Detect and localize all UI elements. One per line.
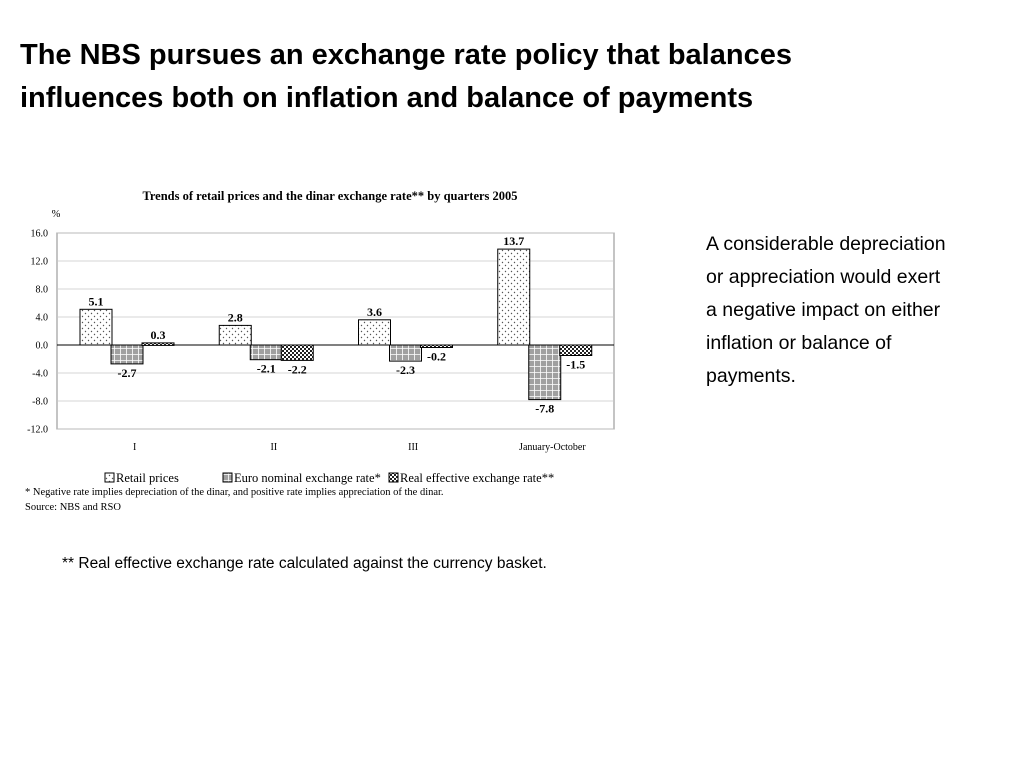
legend-swatch: [389, 473, 398, 482]
y-tick-label: 12.0: [30, 256, 48, 268]
y-tick-label: 4.0: [35, 312, 48, 324]
x-tick-label: II: [270, 442, 278, 453]
side-line-5: payments.: [706, 365, 796, 387]
y-tick-label: 8.0: [35, 284, 48, 296]
side-line-2: or appreciation would exert: [706, 266, 941, 288]
bar-1: [359, 320, 391, 345]
bar-value-label: -2.3: [396, 363, 415, 378]
bar-3: [560, 345, 592, 356]
bar-3: [142, 343, 174, 346]
x-tick-labels: [133, 442, 586, 453]
bar-value-label: -0.2: [427, 349, 446, 364]
legend-swatch: [223, 473, 232, 482]
bar-2: [250, 345, 282, 360]
y-axis-label: %: [51, 209, 61, 220]
x-tick-label: III: [408, 442, 419, 453]
legend-label: Euro nominal exchange rate*: [234, 471, 381, 485]
bar-value-label: -2.2: [287, 362, 307, 377]
bar-2: [111, 345, 143, 364]
legend-label: Retail prices: [116, 471, 179, 485]
chart-source: Source: NBS and RSO: [25, 502, 121, 513]
x-tick-label: January-October: [519, 442, 586, 453]
bar-value-label: 13.7: [503, 234, 525, 249]
legend-label: Real effective exchange rate**: [400, 471, 555, 485]
y-tick-label: -4.0: [32, 368, 48, 380]
bar-3: [281, 345, 313, 360]
y-tick-label: 0.0: [35, 340, 48, 352]
bar-value-label: -1.5: [566, 357, 586, 372]
side-commentary: [706, 228, 1006, 393]
chart-note: * Negative rate implies depreciation of the dinar, and positive rate implies appreciation of the dinar.: [25, 487, 444, 498]
y-tick-label: 16.0: [30, 228, 48, 240]
chart-legend: [105, 471, 554, 485]
chart-title: Trends of retail prices and the dinar exchange rate** by quarters 2005: [142, 189, 518, 203]
bar-1: [80, 309, 112, 345]
bar-2: [529, 345, 561, 400]
side-line-1: A considerable depreciation: [706, 233, 946, 255]
title-line-1: The NBS pursues an exchange rate policy that balances: [20, 39, 792, 71]
bar-value-label: 2.8: [227, 310, 243, 325]
y-tick-label: -12.0: [27, 424, 48, 436]
bar-1: [498, 249, 530, 345]
legend-swatch: [105, 473, 114, 482]
y-tick-labels: [27, 229, 48, 436]
footnote: ** Real effective exchange rate calculated against the currency basket.: [62, 555, 547, 572]
bar-value-label: 5.1: [88, 294, 104, 309]
bar-value-label: 3.6: [367, 304, 382, 319]
bar-value-label: 0.3: [150, 327, 166, 342]
bar-1: [219, 325, 251, 345]
title-line-2: influences both on inflation and balance of payments: [20, 82, 754, 114]
bar-value-label: -2.1: [256, 361, 276, 376]
x-tick-label: I: [132, 442, 137, 453]
bar-value-label: -7.8: [535, 401, 555, 416]
bar-2: [390, 345, 422, 361]
side-line-4: inflation or balance of: [706, 332, 892, 354]
side-line-3: a negative impact on either: [706, 299, 941, 321]
bar-value-label: -2.7: [117, 365, 137, 380]
bar-3: [421, 345, 453, 348]
y-tick-label: -8.0: [32, 396, 48, 408]
